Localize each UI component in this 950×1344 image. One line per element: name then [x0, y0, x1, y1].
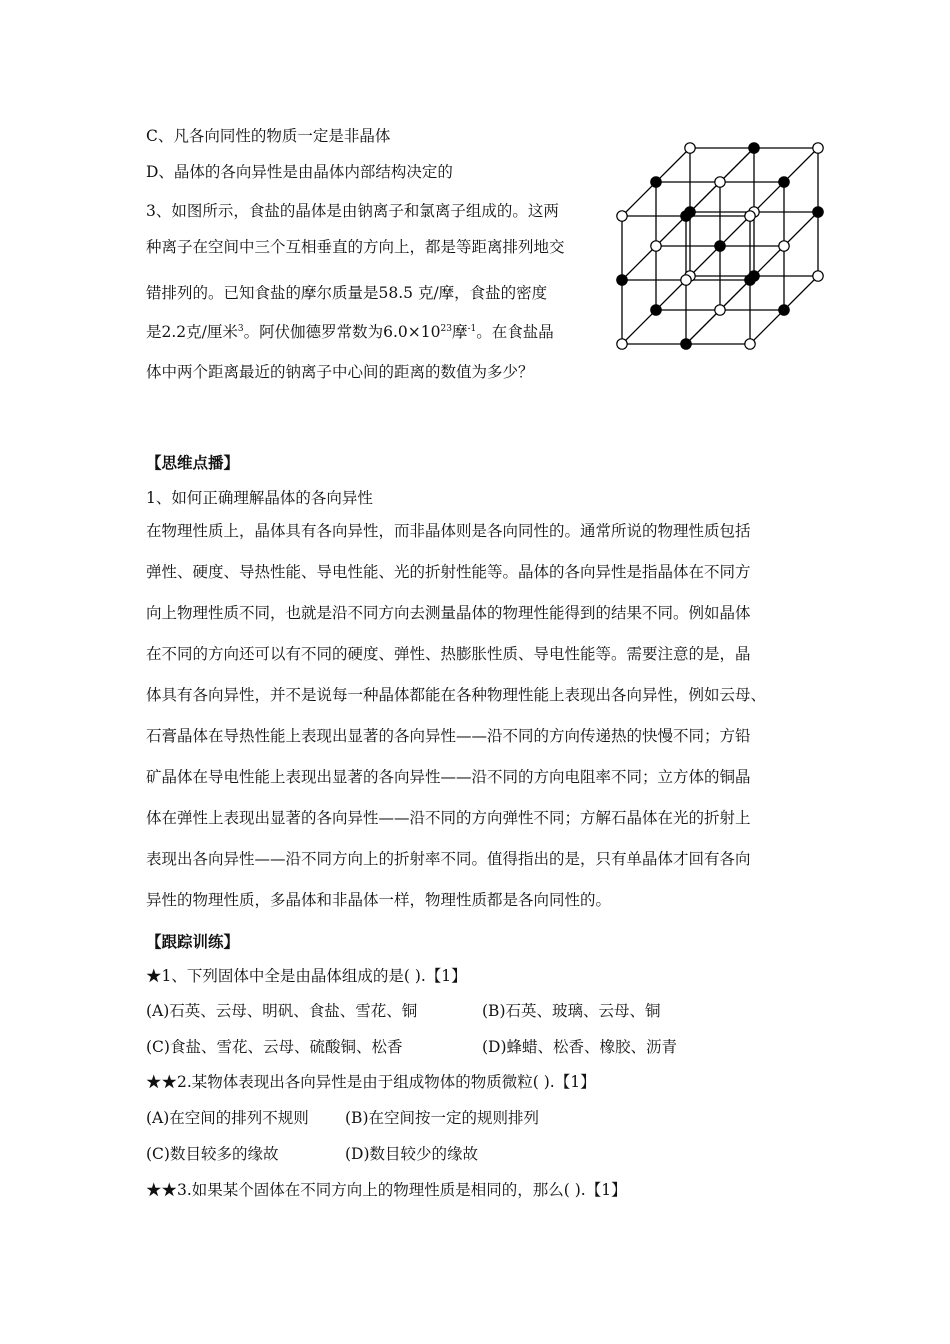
q3-line-4-c: 摩 — [451, 323, 468, 341]
chloride-ion — [715, 305, 725, 315]
paragraph-line: 向上物理性质不同，也就是沿不同方向去测量晶体的物理性能得到的结果不同。例如晶体 — [146, 604, 751, 622]
nacl-crystal-diagram — [612, 126, 842, 356]
q3-line-4-b: 。阿伏伽德罗常数为6.0×10 — [243, 323, 441, 341]
paragraph-line: 表现出各向异性——沿不同方向上的折射率不同。值得指出的是，只有单晶体才回有各向 — [146, 850, 751, 868]
thinking-heading: 【思维点播】 — [146, 453, 240, 472]
training-heading: 【跟踪训练】 — [146, 932, 240, 951]
q3-mol-exponent: -1 — [467, 323, 477, 334]
option-c: C、凡各向同性的物质一定是非晶体 — [146, 127, 391, 145]
training-q1-option-b: (B)石英、玻璃、云母、铜 — [482, 1002, 661, 1020]
chloride-ion — [681, 275, 691, 285]
training-q2-option-d: (D)数目较少的缘故 — [345, 1145, 479, 1163]
training-q2-stem: ★★2.某物体表现出各向异性是由于组成物体的物质微粒( ).【1】 — [146, 1073, 596, 1091]
training-q1-option-d: (D)蜂蜡、松香、橡胶、沥青 — [482, 1038, 678, 1056]
thinking-subheading: 1、如何正确理解晶体的各向异性 — [146, 489, 373, 507]
sodium-ion — [651, 177, 661, 187]
training-q1-option-c: (C)食盐、雪花、云母、硫酸铜、松香 — [146, 1038, 403, 1056]
q3-avogadro-exponent: 23 — [440, 323, 452, 334]
paragraph-line: 体具有各向异性，并不是说每一种晶体都能在各种物理性能上表现出各向异性，例如云母、 — [146, 686, 767, 704]
q3-line-1: 3、如图所示，食盐的晶体是由钠离子和氯离子组成的。这两 — [146, 202, 559, 220]
training-q2-option-c: (C)数目较多的缘故 — [146, 1145, 279, 1163]
training-q1-stem: ★1、下列固体中全是由晶体组成的是( ).【1】 — [146, 967, 467, 985]
paragraph-line: 石膏晶体在导热性能上表现出显著的各向异性——沿不同的方向传递热的快慢不同；方铅 — [146, 727, 751, 745]
q3-line-4-d: 。在食盐晶 — [476, 323, 554, 341]
chloride-ion — [715, 177, 725, 187]
paragraph-line: 体在弹性上表现出显著的各向异性——沿不同的方向弹性不同；方解石晶体在光的折射上 — [146, 809, 751, 827]
q3-line-4 — [146, 322, 554, 342]
sodium-ion — [715, 241, 725, 251]
paragraph-line: 弹性、硬度、导热性能、导电性能、光的折射性能等。晶体的各向异性是指晶体在不同方 — [146, 563, 751, 581]
paragraph-line: 异性的物理性质，多晶体和非晶体一样，物理性质都是各向同性的。 — [146, 891, 612, 909]
chloride-ion — [685, 143, 695, 153]
q3-line-4-a: 是2.2克/厘米 — [146, 323, 238, 341]
sodium-ion — [779, 305, 789, 315]
sodium-ion — [651, 305, 661, 315]
sodium-ion — [745, 275, 755, 285]
paragraph-line: 在物理性质上，晶体具有各向异性，而非晶体则是各向同性的。通常所说的物理性质包括 — [146, 522, 751, 540]
q3-line-3: 错排列的。已知食盐的摩尔质量是58.5 克/摩，食盐的密度 — [146, 284, 548, 302]
paragraph-line: 在不同的方向还可以有不同的硬度、弹性、热膨胀性质、导电性能等。需要注意的是，晶 — [146, 645, 751, 663]
chloride-ion — [617, 211, 627, 221]
chloride-ion — [779, 241, 789, 251]
chloride-ion — [745, 339, 755, 349]
chloride-ion — [745, 211, 755, 221]
training-q2-option-a: (A)在空间的排列不规则 — [146, 1109, 309, 1127]
option-d: D、晶体的各向异性是由晶体内部结构决定的 — [146, 163, 453, 181]
training-q2-option-b: (B)在空间按一定的规则排列 — [345, 1109, 539, 1127]
sodium-ion — [779, 177, 789, 187]
sodium-ion — [813, 207, 823, 217]
paragraph-line: 矿晶体在导电性能上表现出显著的各向异性——沿不同的方向电阻率不同；立方体的铜晶 — [146, 768, 751, 786]
q3-cube-exponent: 3 — [237, 323, 244, 334]
thinking-paragraph — [146, 521, 806, 931]
sodium-ion — [681, 339, 691, 349]
sodium-ion — [681, 211, 691, 221]
q3-line-2: 种离子在空间中三个互相垂直的方向上，都是等距离排列地交 — [146, 238, 565, 256]
chloride-ion — [813, 271, 823, 281]
training-q1-option-a: (A)石英、云母、明矾、食盐、雪花、铜 — [146, 1002, 418, 1020]
chloride-ion — [813, 143, 823, 153]
q3-line-5: 体中两个距离最近的钠离子中心间的距离的数值为多少？ — [146, 363, 534, 381]
chloride-ion — [617, 339, 627, 349]
sodium-ion — [617, 275, 627, 285]
sodium-ion — [749, 143, 759, 153]
training-q3-stem: ★★3.如果某个固体在不同方向上的物理性质是相同的，那么( ).【1】 — [146, 1181, 627, 1199]
chloride-ion — [651, 241, 661, 251]
